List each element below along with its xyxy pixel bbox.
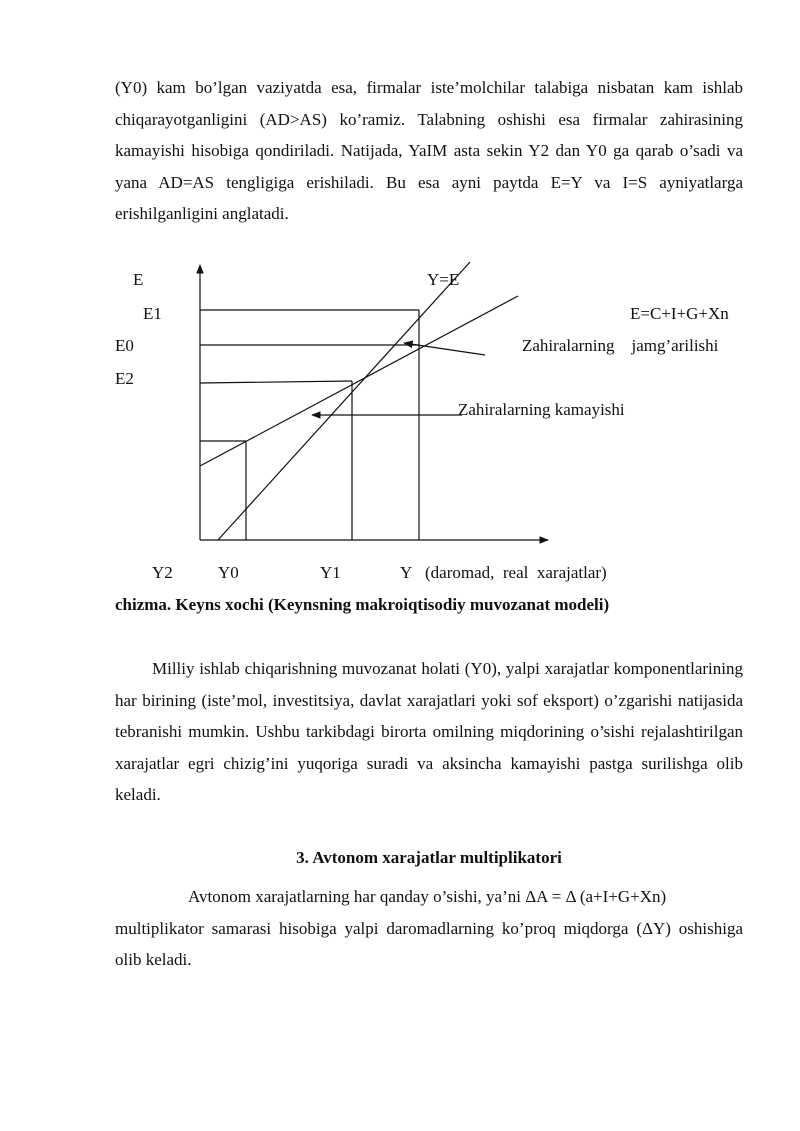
paragraph-intro: (Y0) kam bo’lgan vaziyatda esa, firmalar iste’molchilar talabiga nisbatan kam ishlab chiqarayotganligini (AD>AS) ko’ramiz. Talabning oshishi esa firmalar zahirasining kamayishi hisobiga qondiriladi. Natijada, YaIM asta sekin Y2 dan Y0 ga qarab o’sadi va yana AD=AS tengligiga erishiladi. Bu esa ayni paytda E=Y va I=S ayniyatlarga erishilganligini anglatadi. bbox=[115, 78, 743, 223]
accumulation-label: Zahiralarning jamg’arilishi bbox=[522, 336, 719, 355]
diagonal-y-equals-e bbox=[218, 262, 470, 540]
x-axis-caption: (daromad, real xarajatlar) bbox=[425, 563, 607, 582]
e2-guide-line bbox=[200, 381, 352, 383]
e2-label: E2 bbox=[115, 369, 134, 388]
x-label-y0: Y0 bbox=[218, 563, 239, 582]
keynesian-cross-figure bbox=[0, 250, 800, 630]
paragraph-multiplier-rest: multiplikator samarasi hisobiga yalpi daromadlarning ko’proq miqdorga (ΔY) oshishiga olib keladi. bbox=[115, 918, 743, 969]
depletion-label: Zahiralarning kamayishi bbox=[458, 400, 625, 419]
diagonal-label: Y=E bbox=[427, 270, 460, 289]
aggregate-expenditure-line bbox=[200, 296, 518, 466]
paragraph-equilibrium: Milliy ishlab chiqarishning muvozanat holati (Y0), yalpi xarajatlar komponentlarining har birining (iste’mol, investitsiya, davlat xarajatlari yoki sof eksport) o’zgarishi natijasida tebranishi mumkin. Ushbu tarkibdagi birorta omilning miqdorining o’sishi rejalashtirilgan xarajatlar egri chizig’ini yuqoriga suradi va aksincha kamayishi pastga surilishga olib keladi. bbox=[115, 659, 743, 804]
y-axis-label: E bbox=[133, 270, 144, 289]
x-label-y2: Y2 bbox=[152, 563, 173, 582]
x-label-y: Y bbox=[400, 563, 413, 582]
section-heading: 3. Avtonom xarajatlar multiplikatori bbox=[296, 848, 562, 867]
paragraph-multiplier-line1: Avtonom xarajatlarning har qanday o’sishi, ya’ni ΔA = Δ (a+I+G+Xn) bbox=[188, 887, 667, 906]
e0-label: E0 bbox=[115, 336, 134, 355]
ae-line-label: E=C+I+G+Xn bbox=[630, 304, 729, 323]
paragraph-multiplier bbox=[115, 881, 743, 976]
x-label-y1: Y1 bbox=[320, 563, 341, 582]
accumulation-arrow bbox=[404, 343, 485, 355]
e1-label: E1 bbox=[143, 304, 162, 323]
figure-caption: chizma. Keyns xochi (Keynsning makroiqtisodiy muvozanat modeli) bbox=[115, 595, 610, 614]
